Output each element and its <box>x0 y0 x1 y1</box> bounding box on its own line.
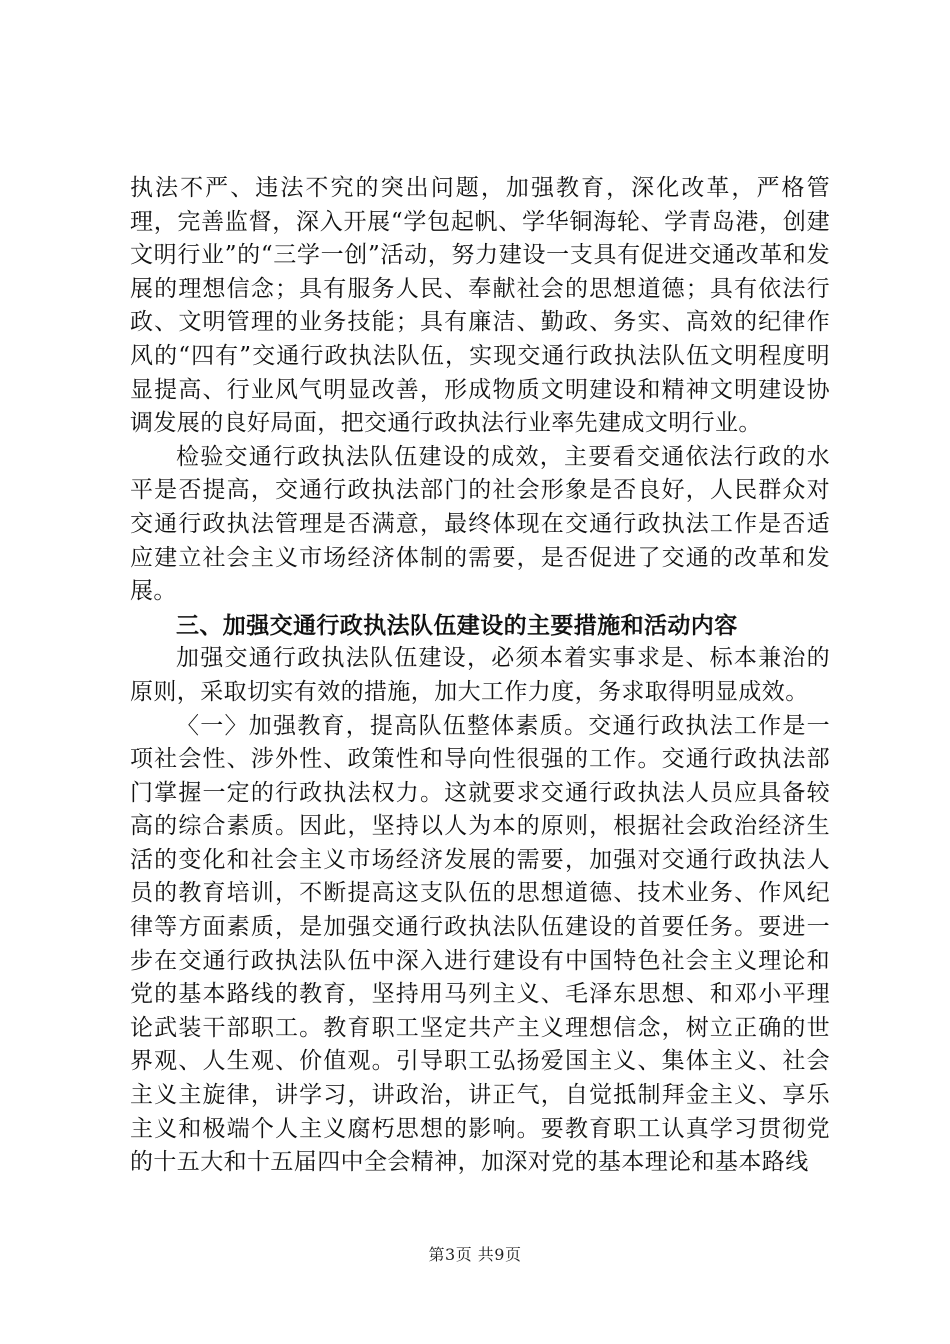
section-heading: 三、加强交通行政执法队伍建设的主要措施和活动内容 <box>176 611 738 639</box>
paragraph-education: 〈一〉加强教育，提高队伍整体素质。交通行政执法工作是一项社会性、涉外性、政策性和导向性很强的工作。交通行政执法部门掌握一定的行政执法权力。这就要求交通行政执法人员应具备较高的综合素质。因此，坚持以人为本的原则，根据社会政治经济生活的变化和社会主义市场经济发展的需要，加强对交通行政执法人员的教育培训，不断提高这支队伍的思想道德、技术业务、作风纪律等方面素质，是加强交通行政执法队伍建设的首要任务。要进一步在交通行政执法队伍中深入进行建设有中国特色社会主义理论和党的基本路线的教育，坚持用马列主义、毛泽东思想、和邓小平理论武装干部职工。教育职工坚定共产主义理想信念，树立正确的世界观、人生观、价值观。引导职工弘扬爱国主义、集体主义、社会主义主旋律，讲学习，讲政治，讲正气，自觉抵制拜金主义、享乐主义和极端个人主义腐朽思想的影响。要教育职工认真学习贯彻党的十五大和十五届四中全会精神，加深对党的基本理论和基本路线 <box>130 712 830 1176</box>
page-footer <box>0 1242 950 1265</box>
document-body <box>130 172 830 1180</box>
page-number-label: 第3页 共9页 <box>428 1245 522 1264</box>
paragraph-evaluation: 检验交通行政执法队伍建设的成效，主要看交通依法行政的水平是否提高，交通行政执法部门的社会形象是否良好，人民群众对交通行政执法管理是否满意，最终体现在交通行政执法工作是否适应建立社会主义市场经济体制的需要，是否促进了交通的改革和发展。 <box>130 443 830 605</box>
paragraph-principles: 加强交通行政执法队伍建设，必须本着实事求是、标本兼治的原则，采取切实有效的措施，加大工作力度，务求取得明显成效。 <box>130 645 830 705</box>
paragraph-continuation: 执法不严、违法不究的突出问题，加强教育，深化改革，严格管理，完善监督，深入开展“学包起帆、学华铜海轮、学青岛港，创建文明行业”的“三学一创”活动，努力建设一支具有促进交通改革和发展的理想信念；具有服务人民、奉献社会的思想道德；具有依法行政、文明管理的业务技能；具有廉洁、勤政、务实、高效的纪律作风的“四有”交通行政执法队伍，实现交通行政执法队伍文明程度明显提高、行业风气明显改善，形成物质文明建设和精神文明建设协调发展的良好局面，把交通行政执法行业率先建成文明行业。 <box>130 175 830 437</box>
